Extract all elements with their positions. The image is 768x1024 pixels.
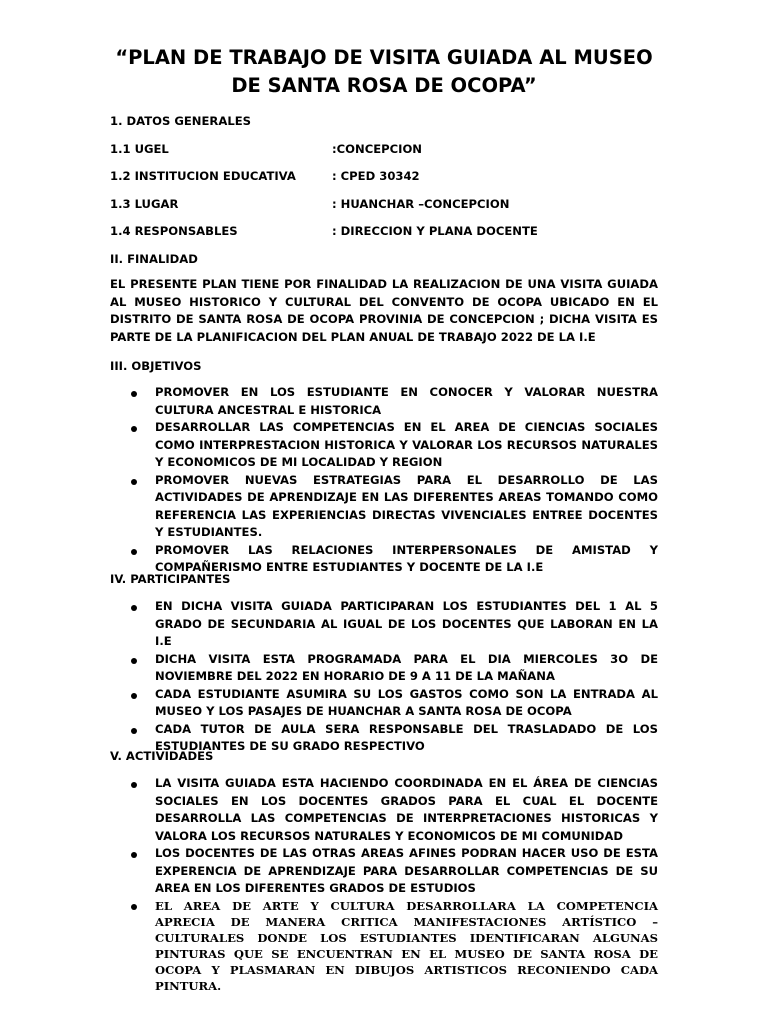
participantes-list (128, 598, 658, 756)
document-title: “PLAN DE TRABAJO DE VISITA GUIADA AL MUSEO DE SANTA ROSA DE OCOPA” (115, 46, 653, 97)
row-value: : HUANCHAR –CONCEPCION (332, 197, 510, 211)
row-label: 1.2 INSTITUCION EDUCATIVA (110, 169, 296, 183)
bullet-icon (131, 728, 137, 734)
row-value: : CPED 30342 (332, 169, 420, 183)
bullet-icon (131, 549, 137, 555)
list-item: PROMOVER EN LOS ESTUDIANTE EN CONOCER Y VALORAR NUESTRA CULTURA ANCESTRAL E HISTORICA (128, 384, 658, 419)
list-item: LA VISITA GUIADA ESTA HACIENDO COORDINADA EN EL ÁREA DE CIENCIAS SOCIALES EN LOS DOCENTES GRADOS PARA EL CUAL EL DOCENTE DESARROLLA LAS COMPETENCIAS DE INTERPRETACIONES HISTORICAS Y VALORA LOS RECURSOS NATURALES Y ECONOMICOS DE MI COMUNIDAD (128, 775, 658, 845)
actividades-list (128, 775, 658, 994)
bullet-icon (131, 605, 137, 611)
objetivos-list (128, 384, 658, 577)
list-item: DESARROLLAR LAS COMPETENCIAS EN EL AREA DE CIENCIAS SOCIALES COMO INTERPRESTACION HISTORICA Y VALORAR LOS RECURSOS NATURALES Y ECONOMICOS DE MI LOCALIDAD Y REGION (128, 419, 658, 472)
bullet-icon (131, 904, 137, 910)
bullet-icon (131, 479, 137, 485)
finalidad-paragraph: EL PRESENTE PLAN TIENE POR FINALIDAD LA REALIZACION DE UNA VISITA GUIADA AL MUSEO HISTORICO Y CULTURAL DEL CONVENTO DE OCOPA UBICADO EN EL DISTRITO DE SANTA ROSA DE OCOPA PROVINIA DE CONCEPCION ; DICHA VISITA ES PARTE DE LA PLANIFICACION DEL PLAN ANUAL DE TRABAJO 2022 DE LA I.E (110, 277, 658, 344)
data-row-lugar (110, 197, 510, 211)
section-4-heading: IV. PARTICIPANTES (110, 572, 231, 586)
row-label: 1.3 LUGAR (110, 197, 179, 211)
bullet-icon (131, 658, 137, 664)
row-label: 1.4 RESPONSABLES (110, 224, 238, 238)
bullet-icon (131, 426, 137, 432)
bullet-icon (131, 693, 137, 699)
list-item: PROMOVER NUEVAS ESTRATEGIAS PARA EL DESARROLLO DE LAS ACTIVIDADES DE APRENDIZAJE EN LAS DIFERENTES AREAS TOMANDO COMO REFERENCIA LAS EXPERIENCIAS DIRECTAS VIVENCIALES ENTREE DOCENTES Y ESTUDIANTES. (128, 472, 658, 542)
bullet-icon (131, 852, 137, 858)
list-item: CADA ESTUDIANTE ASUMIRA SU LOS GASTOS COMO SON LA ENTRADA AL MUSEO Y LOS PASAJES DE HUANCHAR A SANTA ROSA DE OCOPA (128, 686, 658, 721)
section-5-heading: V. ACTIVIDADES (110, 749, 214, 763)
section-1-heading: 1. DATOS GENERALES (110, 114, 251, 128)
list-item: CADA TUTOR DE AULA SERA RESPONSABLE DEL TRASLADADO DE LOS ESTUDIANTES DE SU GRADO RESPECTIVO (128, 721, 658, 756)
data-row-responsables (110, 224, 538, 238)
section-2-heading: II. FINALIDAD (110, 252, 198, 266)
row-value: : DIRECCION Y PLANA DOCENTE (332, 224, 538, 238)
list-item: LOS DOCENTES DE LAS OTRAS AREAS AFINES PODRAN HACER USO DE ESTA EXPERENCIA DE APRENDIZAJE PARA DESARROLLAR COMPETENCIAS DE SU AREA EN LOS DIFERENTES GRADOS DE ESTUDIOS (128, 845, 658, 898)
row-value: :CONCEPCION (332, 142, 423, 156)
bullet-icon (131, 391, 137, 397)
data-row-ugel (110, 142, 423, 156)
row-label: 1.1 UGEL (110, 142, 169, 156)
bullet-icon (131, 782, 137, 788)
section-3-heading: III. OBJETIVOS (110, 359, 202, 373)
list-item: DICHA VISITA ESTA PROGRAMADA PARA EL DIA MIERCOLES 3O DE NOVIEMBRE DEL 2022 EN HORARIO DE 9 A 11 DE LA MAÑANA (128, 651, 658, 686)
list-item: EL AREA DE ARTE Y CULTURA DESARROLLARA LA COMPETENCIA APRECIA DE MANERA CRITICA MANIFESTACIONES ARTÍSTICO – CULTURALES DONDE LOS ESTUDIANTES IDENTIFICARAN ALGUNAS PINTURAS QUE SE ENCUENTRAN EN EL MUSEO DE SANTA ROSA DE OCOPA Y PLASMARAN EN DIBUJOS ARTISTICOS RECONIENDO CADA PINTURA. (128, 898, 658, 994)
list-item: PROMOVER LAS RELACIONES INTERPERSONALES DE AMISTAD Y COMPAÑERISMO ENTRE ESTUDIANTES Y DOCENTE DE LA I.E (128, 542, 658, 577)
list-item: EN DICHA VISITA GUIADA PARTICIPARAN LOS ESTUDIANTES DEL 1 AL 5 GRADO DE SECUNDARIA AL IGUAL DE LOS DOCENTES QUE LABORAN EN LA I.E (128, 598, 658, 651)
data-row-institucion (110, 169, 420, 183)
